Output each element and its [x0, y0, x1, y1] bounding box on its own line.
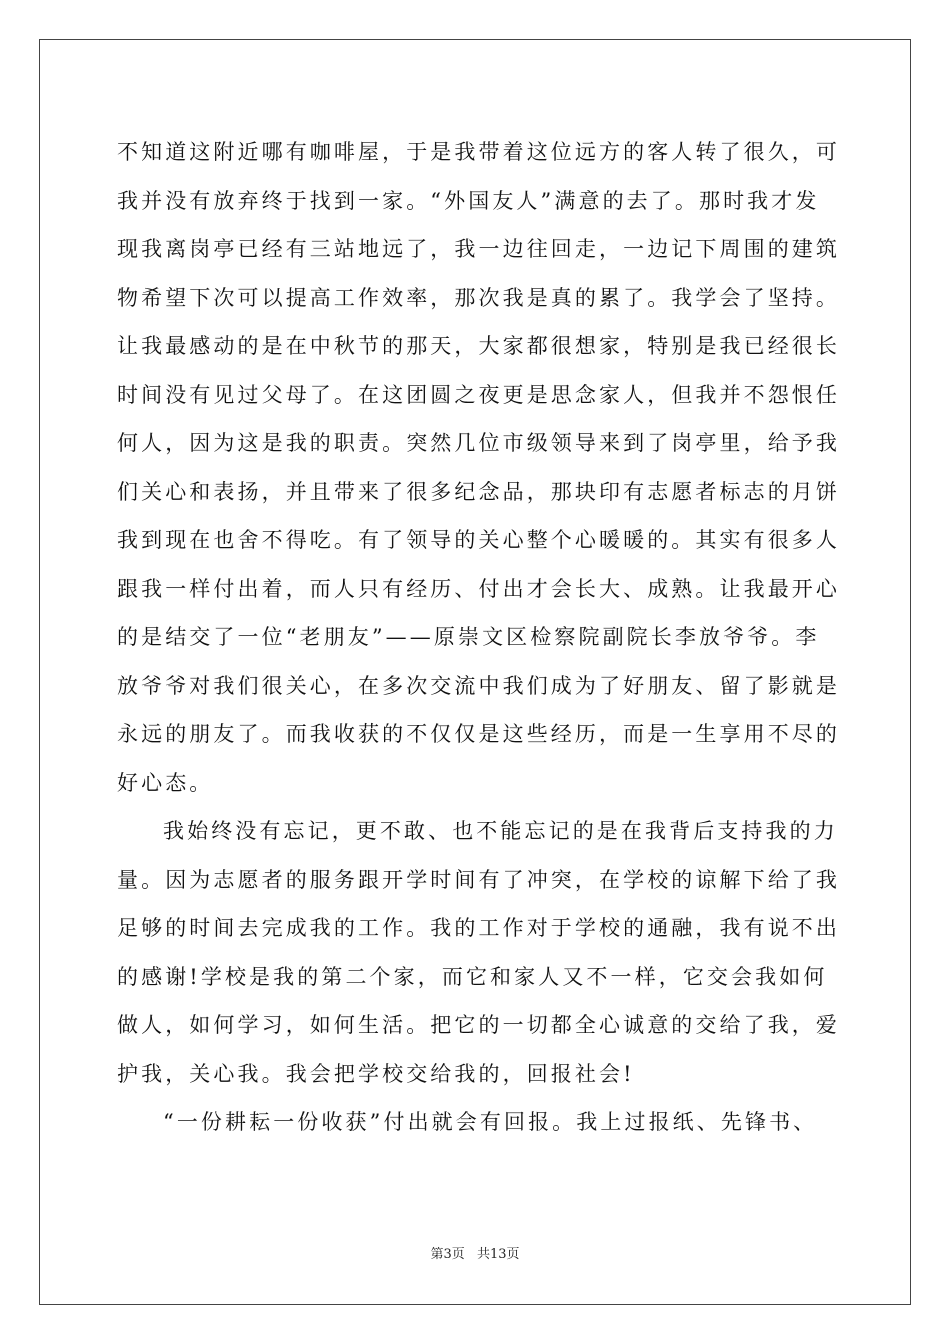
page-total: 共13页: [476, 1247, 520, 1262]
page-number: 第3页: [430, 1247, 465, 1262]
text-line: 时间没有见过父母了。在这团圆之夜更是思念家人，但我并不怨恨任: [117, 382, 840, 407]
text-line: 足够的时间去完成我的工作。我的工作对于学校的通融，我有说不出: [117, 916, 840, 940]
text-line: 量。因为志愿者的服务跟开学时间有了冲突，在学校的谅解下给了我: [117, 867, 840, 892]
text-line: 们关心和表扬，并且带来了很多纪念品，那块印有志愿者标志的月饼: [117, 479, 840, 504]
text-line: 何人，因为这是我的职责。突然几位市级领导来到了岗亭里，给予我: [117, 431, 840, 455]
text-line: 的是结交了一位“老朋友”——原崇文区检察院副院长李放爷爷。李: [117, 625, 820, 649]
text-line: 做人，如何学习，如何生活。把它的一切都全心诚意的交给了我，爱: [117, 1013, 840, 1037]
text-line: “一份耕耘一份收获”付出就会有回报。我上过报纸、先锋书、: [163, 1110, 818, 1134]
text-line: 永远的朋友了。而我收获的不仅仅是这些经历，而是一生享用不尽的: [117, 722, 840, 746]
text-line: 好心态。: [117, 770, 214, 795]
text-line: 不知道这附近哪有咖啡屋，于是我带着这位远方的客人转了很久，可: [117, 140, 840, 164]
page-footer: [0, 1246, 950, 1264]
text-line: 让我最感动的是在中秋节的那天，大家都很想家，特别是我已经很长: [117, 334, 840, 358]
text-line: 放爷爷对我们很关心，在多次交流中我们成为了好朋友、留了影就是: [117, 673, 840, 698]
text-line: 物希望下次可以提高工作效率，那次我是真的累了。我学会了坚持。: [117, 285, 840, 310]
text-line: 我到现在也舍不得吃。有了领导的关心整个心暖暖的。其实有很多人: [117, 528, 840, 552]
text-line: 跟我一样付出着，而人只有经历、付出才会长大、成熟。让我最开心: [117, 576, 840, 601]
text-line: 的感谢!学校是我的第二个家，而它和家人又不一样，它交会我如何: [117, 964, 828, 989]
text-line: 现我离岗亭已经有三站地远了，我一边往回走，一边记下周围的建筑: [117, 237, 840, 261]
document-body: [117, 128, 840, 1147]
text-line: 我并没有放弃终于找到一家。“外国友人”满意的去了。那时我才发: [117, 188, 820, 213]
text-line: 护我，关心我。我会把学校交给我的，回报社会!: [117, 1061, 635, 1086]
text-line: 我始终没有忘记，更不敢、也不能忘记的是在我背后支持我的力: [163, 819, 838, 843]
